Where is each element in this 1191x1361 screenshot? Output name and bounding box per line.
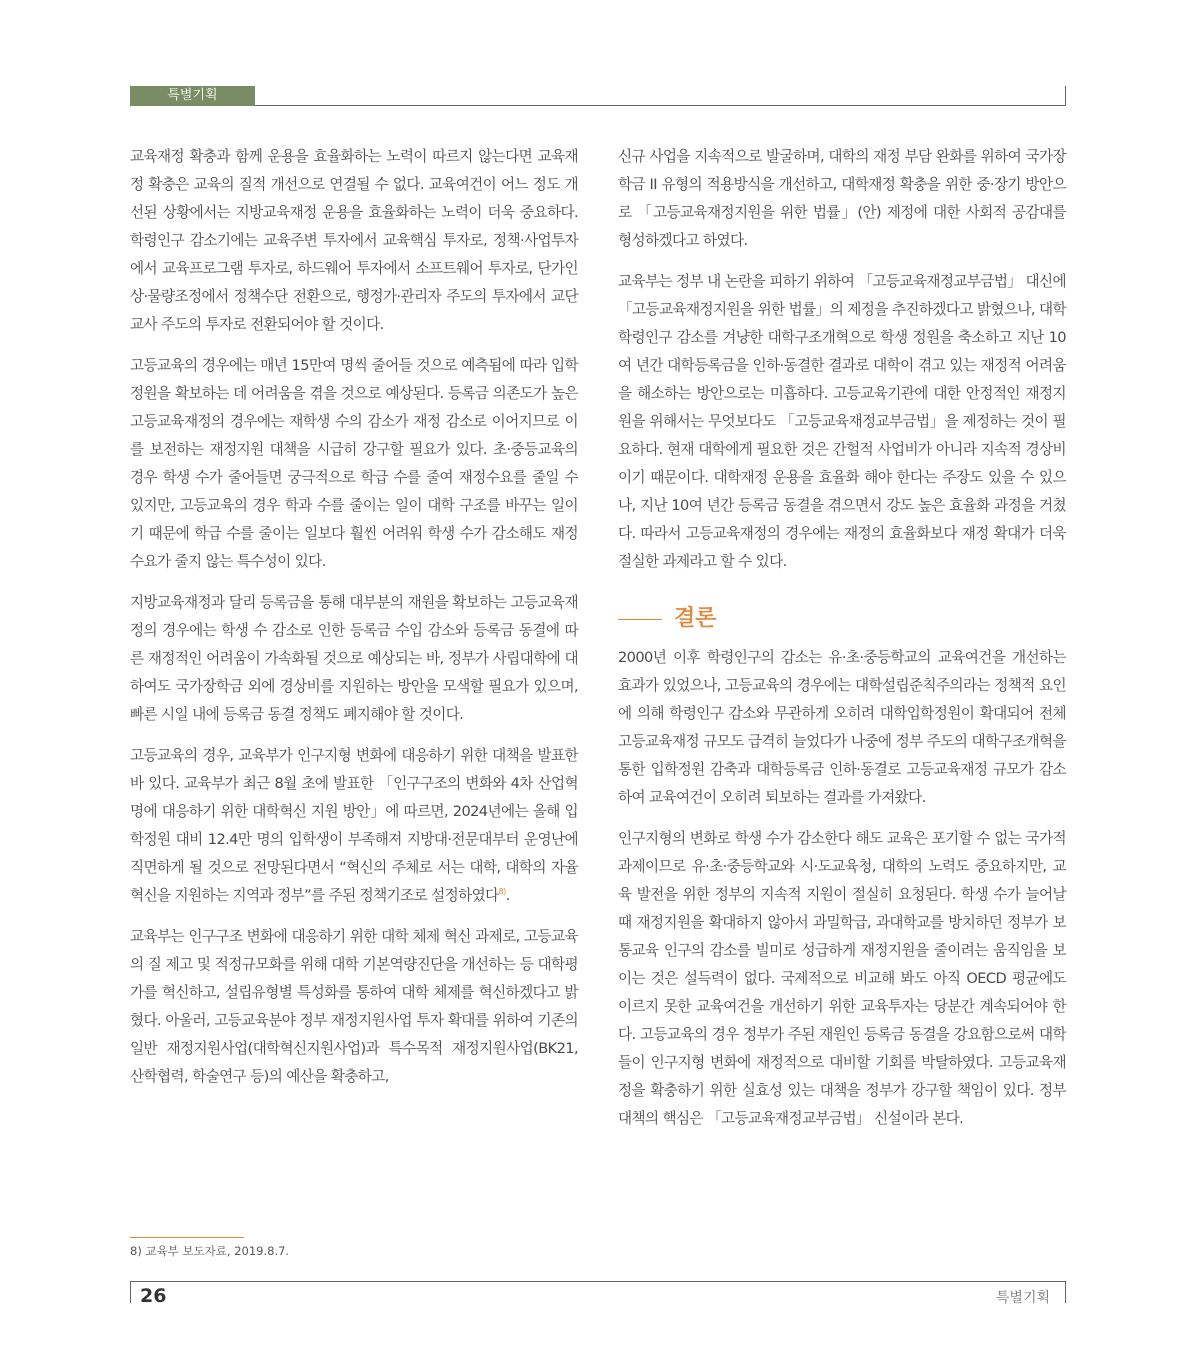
- conclusion-heading: 결론: [674, 606, 717, 631]
- footer-section-label: 특별기획: [995, 1290, 1050, 1306]
- left-paragraph-2: 고등교육의 경우에는 매년 15만여 명씩 줄어들 것으로 예측됨에 따라 입학정원을 확보하는 데 어려움을 겪을 것으로 예상된다. 등록금 의존도가 높은 고등교육재정의 경우에는 재학생 수의 감소가 재정 감소로 이어지므로 이를 보전하는 재정지원 대책을 시급히 강구할 필요가 있다. 초·중등교육의 경우 학생 수가 줄어들면 궁극적으로 학급 수를 줄여 재정수요를 줄일 수 있지만, 고등교육의 경우 학과 수를 줄이는 일이 대학 구조를 바꾸는 일이기 때문에 학급 수를 줄이는 일보다 훨씬 어려워 학생 수가 감소해도 재정수요가 줄지 않는 특수성이 있다.: [130, 357, 578, 570]
- page-number: 26: [140, 1285, 167, 1307]
- section-tab: 특별기획: [130, 86, 255, 106]
- conclusion-heading-row: [618, 598, 1066, 640]
- right-column: [618, 143, 1066, 1146]
- footer-tick-right: [1065, 1281, 1066, 1303]
- left-paragraph-4-text: 고등교육의 경우, 교육부가 인구지형 변화에 대응하기 위한 대책을 발표한 바 있다. 교육부가 최근 8월 초에 발표한 「인구구조의 변화와 4차 산업혁명에 대응하기 위한 대학혁신 지원 방안」에 따르면, 2024년에는 올해 입학정원 대비 12.4만 명의 입학생이 부족해져 지방대·전문대부터 운영난에 직면하게 될 것으로 전망된다면서 “혁신의 주체로 서는 대학, 대학의 자율혁신을 지원하는 지역과 정부”를 주된 정책기조로 설정하였다: [130, 747, 579, 904]
- left-paragraph-5: 교육부는 인구구조 변화에 대응하기 위한 대학 체제 혁신 과제로, 고등교육의 질 제고 및 적정규모화를 위해 대학 기본역량진단을 개선하는 등 대학평가를 혁신하고, 설립유형별 특성화를 통하여 대학 체제를 혁신하겠다고 밝혔다. 아울러, 고등교육분야 정부 재정지원사업 투자 확대를 위하여 기존의 일반 재정지원사업(대학혁신지원사업)과 특수목적 재정지원사업(BK21, 산학협력, 학술연구 등)의 예산을 확충하고,: [130, 928, 578, 1085]
- footnote-rule: [130, 1237, 244, 1238]
- left-paragraph-4: [130, 742, 578, 910]
- left-paragraph-1: 교육재정 확충과 함께 운용을 효율화하는 노력이 따르지 않는다면 교육재정 확충은 교육의 질적 개선으로 연결될 수 없다. 교육여건이 어느 정도 개선된 상황에서는 지방교육재정 운용을 효율화하는 노력이 더욱 중요하다. 학령인구 감소기에는 교육주변 투자에서 교육핵심 투자로, 정책·사업투자에서 교육프로그램 투자로, 하드웨어 투자에서 소프트웨어 투자로, 단가인상·물량조정에서 정책수단 전환으로, 행정가·관리자 주도의 투자에서 교단 교사 주도의 투자로 전환되어야 할 것이다.: [130, 148, 578, 333]
- footnote: 8) 교육부 보도자료, 2019.8.7.: [130, 1244, 290, 1258]
- right-paragraph-3: 2000년 이후 학령인구의 감소는 유·초·중등학교의 교육여건을 개선하는 효과가 있었으나, 고등교육의 경우에는 대학설립준칙주의라는 정책적 요인에 의해 학령인구 감소와 무관하게 오히려 대학입학정원이 확대되어 전체 고등교육재정 규모도 급격히 늘었다가 나중에 정부 주도의 대학구조개혁을 통한 입학정원 감축과 대학등록금 인하·동결로 고등교육재정 규모가 감소하여 교육여건이 오히려 퇴보하는 결과를 가져왔다.: [618, 649, 1066, 806]
- heading-rule: [618, 619, 662, 620]
- footer-tick-left: [130, 1281, 131, 1303]
- left-column: [130, 143, 578, 1104]
- right-paragraph-1: 신규 사업을 지속적으로 발굴하며, 대학의 재정 부담 완화를 위하여 국가장학금 II 유형의 적용방식을 개선하고, 대학재정 확충을 위한 중·장기 방안으로 「고등교육재정지원을 위한 법률」(안) 제정에 대한 사회적 공감대를 형성하겠다고 하였다.: [618, 148, 1066, 249]
- right-paragraph-2: 교육부는 정부 내 논란을 피하기 위하여 「고등교육재정교부금법」 대신에 「고등교육재정지원을 위한 법률」의 제정을 추진하겠다고 밝혔으나, 대학 학령인구 감소를 겨냥한 대학구조개혁으로 학생 정원을 축소하고 지난 10여 년간 대학등록금을 인하·동결한 결과로 대학이 겪고 있는 재정적 어려움을 해소하는 방안으로는 미흡하다. 고등교육기관에 대한 안정적인 재정지원을 위해서는 무엇보다도 「고등교육재정교부금법」을 제정하는 것이 필요하다. 현재 대학에게 필요한 것은 간헐적 사업비가 아니라 지속적 경상비이기 때문이다. 대학재정 운용을 효율화 해야 한다는 주장도 있을 수 있으나, 지난 10여 년간 등록금 동결을 겪으면서 강도 높은 효율화 과정을 거쳤다. 따라서 고등교육재정의 경우에는 재정의 효율화보다 재정 확대가 더욱 절실한 과제라고 할 수 있다.: [618, 273, 1066, 570]
- right-paragraph-4: 인구지형의 변화로 학생 수가 감소한다 해도 교육은 포기할 수 없는 국가적 과제이므로 유·초·중등학교와 시·도교육청, 대학의 노력도 중요하지만, 교육 발전을 위한 정부의 지속적 지원이 절실히 요청된다. 학생 수가 늘어날 때 재정지원을 확대하지 않아서 과밀학급, 과대학교를 방치하던 정부가 보통교육 인구의 감소를 빌미로 성급하게 재정지원을 줄이려는 움직임을 보이는 것은 설득력이 없다. 국제적으로 비교해 봐도 아직 OECD 평균에도 이르지 못한 교육여건을 개선하기 위한 교육투자는 당분간 계속되어야 한다. 고등교육의 경우 정부가 주된 재원인 등록금 동결을 강요함으로써 대학들이 인구지형 변화에 재정적으로 대비할 기회를 박탈하였다. 고등교육재정을 확충하기 위한 실효성 있는 대책을 정부가 강구할 책임이 있다. 정부 대책의 핵심은 「고등교육재정교부금법」 신설이라 본다.: [618, 830, 1066, 1127]
- left-paragraph-4-end: .: [505, 887, 510, 904]
- footer-rule: [130, 1281, 1066, 1282]
- header-tick: [1065, 86, 1066, 106]
- header-rule: [130, 105, 1066, 106]
- footnote-marker[interactable]: 8): [498, 887, 506, 897]
- left-paragraph-3: 지방교육재정과 달리 등록금을 통해 대부분의 재원을 확보하는 고등교육재정의 경우에는 학생 수 감소로 인한 등록금 수입 감소와 등록금 동결에 따른 재정적인 어려움이 가속화될 것으로 예상되는 바, 정부가 사립대학에 대하여도 국가장학금 외에 경상비를 지원하는 방안을 모색할 필요가 있으며, 빠른 시일 내에 등록금 동결 정책도 폐지해야 할 것이다.: [130, 594, 578, 723]
